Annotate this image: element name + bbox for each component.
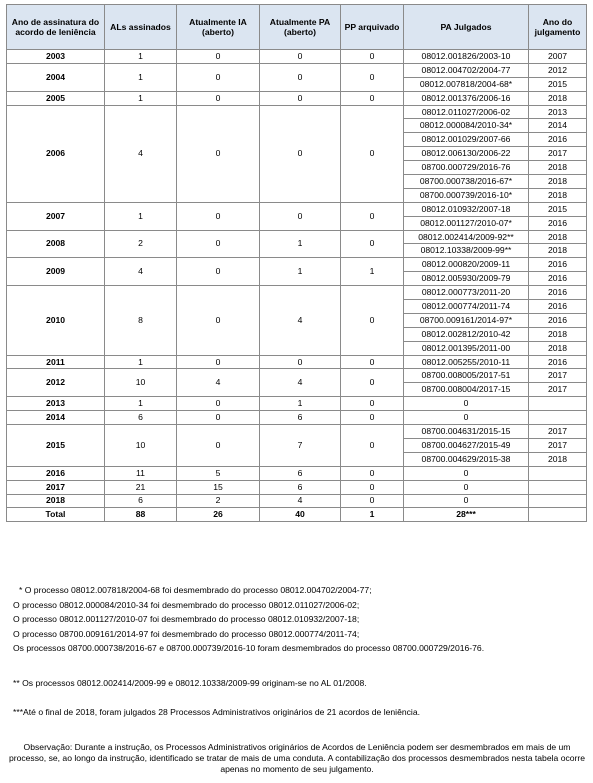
als-cell: 2: [105, 230, 177, 258]
pa-julgado-cell: 0: [404, 411, 529, 425]
ia-cell: 0: [177, 355, 260, 369]
pp-cell: 0: [341, 411, 404, 425]
ano-julgamento-cell: 2014: [529, 119, 587, 133]
pa-julgado-cell: 08012.006130/2006-22: [404, 147, 529, 161]
total-pa-julgados: 28***: [404, 508, 529, 522]
pa-julgado-cell: 08012.005255/2010-11: [404, 355, 529, 369]
ano-julgamento-cell: 2012: [529, 63, 587, 77]
note-double-star: [0, 676, 593, 691]
year-cell: 2008: [7, 230, 105, 258]
pa-open-cell: 0: [260, 63, 341, 91]
table-row: [7, 480, 587, 494]
total-als: 88: [105, 508, 177, 522]
pa-julgado-cell: 08700.000739/2016-10*: [404, 188, 529, 202]
ano-julgamento-cell: 2018: [529, 188, 587, 202]
year-cell: 2004: [7, 63, 105, 91]
note-star-line: Os processos 08700.000738/2016-67 e 08700.000739/2016-10 foram desmembrados do processo 08700.000729/2016-76.: [13, 643, 485, 654]
ia-cell: 0: [177, 202, 260, 230]
ia-cell: 4: [177, 369, 260, 397]
ano-julgamento-cell: 2018: [529, 91, 587, 105]
total-label: Total: [7, 508, 105, 522]
table-row: [7, 397, 587, 411]
als-cell: 1: [105, 202, 177, 230]
als-cell: 1: [105, 397, 177, 411]
total-row: [7, 508, 587, 522]
pa-julgado-cell: 08012.001029/2007-66: [404, 133, 529, 147]
table-row: [7, 91, 587, 105]
observacao-paragraph: Observação: Durante a instrução, os Processos Administrativos originários de Acordos de Leniência podem ser desmembrados em mais de um processo, se, ao longo da instrução, identificado se tratar de mais de uma conduta. A contabilização dos processos desmembrados nesta tabela ocorre apenas no momento de seu julgamento.: [8, 742, 586, 775]
total-pa: 40: [260, 508, 341, 522]
pp-cell: 0: [341, 397, 404, 411]
ia-cell: 0: [177, 425, 260, 467]
pa-open-cell: 4: [260, 494, 341, 508]
ia-cell: 0: [177, 63, 260, 91]
pp-cell: 0: [341, 355, 404, 369]
ia-cell: 0: [177, 397, 260, 411]
pa-julgado-cell: 08700.004627/2015-49: [404, 438, 529, 452]
pa-open-cell: 0: [260, 355, 341, 369]
ano-julgamento-cell: 2018: [529, 327, 587, 341]
pa-open-cell: 0: [260, 50, 341, 64]
ano-julgamento-cell: 2016: [529, 286, 587, 300]
pa-julgado-cell: 08012.10338/2009-99**: [404, 244, 529, 258]
pa-open-cell: 0: [260, 202, 341, 230]
ano-julgamento-cell: 2018: [529, 175, 587, 189]
header-ano-assinatura: Ano de assinatura do acordo de leniência: [7, 5, 105, 50]
ano-julgamento-cell: 2016: [529, 133, 587, 147]
pa-julgado-cell: 08012.000820/2009-11: [404, 258, 529, 272]
table-row: [7, 286, 587, 300]
note-star-line: O processo 08700.009161/2014-97 foi desmembrado do processo 08012.000774/2011-74;: [13, 628, 360, 639]
pp-cell: 0: [341, 50, 404, 64]
pa-julgado-cell: 08012.000773/2011-20: [404, 286, 529, 300]
ano-julgamento-cell: 2018: [529, 230, 587, 244]
header-atualmente-ia: Atualmente IA (aberto): [177, 5, 260, 50]
ano-julgamento-cell: 2015: [529, 77, 587, 91]
pa-julgado-cell: 08012.005930/2009-79: [404, 272, 529, 286]
ano-julgamento-cell: 2017: [529, 383, 587, 397]
header-pp-arquivado: PP arquivado: [341, 5, 404, 50]
pa-julgado-cell: 0: [404, 397, 529, 411]
pa-open-cell: 0: [260, 105, 341, 202]
ia-cell: 0: [177, 230, 260, 258]
ano-julgamento-cell: [529, 466, 587, 480]
ano-julgamento-cell: 2016: [529, 313, 587, 327]
year-cell: 2010: [7, 286, 105, 355]
ia-cell: 0: [177, 105, 260, 202]
pa-open-cell: 4: [260, 286, 341, 355]
pa-julgado-cell: 0: [404, 494, 529, 508]
year-cell: 2003: [7, 50, 105, 64]
pp-cell: 1: [341, 258, 404, 286]
als-cell: 1: [105, 355, 177, 369]
ano-julgamento-cell: 2018: [529, 244, 587, 258]
ano-julgamento-cell: 2017: [529, 425, 587, 439]
pa-julgado-cell: 08700.000729/2016-76: [404, 161, 529, 175]
pa-open-cell: 6: [260, 466, 341, 480]
table-row: [7, 494, 587, 508]
ia-cell: 0: [177, 286, 260, 355]
ia-cell: 5: [177, 466, 260, 480]
pa-julgado-cell: 08012.007818/2004-68*: [404, 77, 529, 91]
pa-julgado-cell: 08012.004702/2004-77: [404, 63, 529, 77]
pa-julgado-cell: 0: [404, 466, 529, 480]
table-header-row: [7, 5, 587, 50]
year-cell: 2007: [7, 202, 105, 230]
pa-julgado-cell: 08012.011027/2006-02: [404, 105, 529, 119]
year-cell: 2006: [7, 105, 105, 202]
table-row: [7, 105, 587, 119]
table-row: [7, 230, 587, 244]
pp-cell: 0: [341, 91, 404, 105]
ia-cell: 0: [177, 258, 260, 286]
pa-julgado-cell: 08700.000738/2016-67*: [404, 175, 529, 189]
table-row: [7, 50, 587, 64]
pa-julgado-cell: 08012.001376/2006-16: [404, 91, 529, 105]
pa-julgado-cell: 08012.001826/2003-10: [404, 50, 529, 64]
ano-julgamento-cell: 2017: [529, 147, 587, 161]
header-pa-julgados: PA Julgados: [404, 5, 529, 50]
pa-open-cell: 0: [260, 91, 341, 105]
header-als-assinados: ALs assinados: [105, 5, 177, 50]
pa-open-cell: 1: [260, 230, 341, 258]
ano-julgamento-cell: 2016: [529, 258, 587, 272]
ano-julgamento-cell: [529, 480, 587, 494]
als-cell: 1: [105, 63, 177, 91]
note-star-line: * O processo 08012.007818/2004-68 foi desmembrado do processo 08012.004702/2004-77;: [19, 585, 372, 595]
pp-cell: 0: [341, 369, 404, 397]
als-cell: 8: [105, 286, 177, 355]
table-body: [7, 50, 587, 522]
ano-julgamento-cell: [529, 397, 587, 411]
table-row: [7, 466, 587, 480]
year-cell: 2015: [7, 425, 105, 467]
total-pp: 1: [341, 508, 404, 522]
pa-julgado-cell: 08012.002414/2009-92**: [404, 230, 529, 244]
als-cell: 6: [105, 411, 177, 425]
year-cell: 2016: [7, 466, 105, 480]
ano-julgamento-cell: 2016: [529, 216, 587, 230]
pp-cell: 0: [341, 466, 404, 480]
pa-julgado-cell: 08012.001127/2010-07*: [404, 216, 529, 230]
als-cell: 11: [105, 466, 177, 480]
leniency-table: [6, 4, 587, 522]
als-cell: 21: [105, 480, 177, 494]
year-cell: 2017: [7, 480, 105, 494]
als-cell: 4: [105, 105, 177, 202]
year-cell: 2012: [7, 369, 105, 397]
ia-cell: 0: [177, 50, 260, 64]
pa-julgado-cell: 08700.008004/2017-15: [404, 383, 529, 397]
pa-julgado-cell: 08700.008005/2017-51: [404, 369, 529, 383]
note-triple-star: [0, 705, 593, 720]
pa-julgado-cell: 0: [404, 480, 529, 494]
notes-star: [0, 583, 593, 656]
als-cell: 10: [105, 369, 177, 397]
pa-julgado-cell: 08700.004631/2015-15: [404, 425, 529, 439]
header-atualmente-pa: Atualmente PA (aberto): [260, 5, 341, 50]
year-cell: 2011: [7, 355, 105, 369]
pp-cell: 0: [341, 494, 404, 508]
pa-open-cell: 4: [260, 369, 341, 397]
pa-open-cell: 1: [260, 258, 341, 286]
als-cell: 1: [105, 91, 177, 105]
als-cell: 1: [105, 50, 177, 64]
ano-julgamento-cell: 2018: [529, 452, 587, 466]
als-cell: 6: [105, 494, 177, 508]
ano-julgamento-cell: 2018: [529, 161, 587, 175]
pp-cell: 0: [341, 230, 404, 258]
table-row: [7, 202, 587, 216]
year-cell: 2014: [7, 411, 105, 425]
table-row: [7, 63, 587, 77]
pa-julgado-cell: 08012.000084/2010-34*: [404, 119, 529, 133]
pp-cell: 0: [341, 105, 404, 202]
pp-cell: 0: [341, 480, 404, 494]
ano-julgamento-cell: [529, 494, 587, 508]
pp-cell: 0: [341, 63, 404, 91]
als-cell: 4: [105, 258, 177, 286]
ano-julgamento-cell: [529, 411, 587, 425]
pa-julgado-cell: 08012.010932/2007-18: [404, 202, 529, 216]
pa-open-cell: 6: [260, 411, 341, 425]
table-row: [7, 355, 587, 369]
table-row: [7, 369, 587, 383]
leniency-table-container: [6, 4, 586, 522]
table-row: [7, 411, 587, 425]
ia-cell: 2: [177, 494, 260, 508]
pa-julgado-cell: 08012.002812/2010-42: [404, 327, 529, 341]
note-star-line: O processo 08012.001127/2010-07 foi desmembrado do processo 08012.010932/2007-18;: [13, 614, 360, 625]
pp-cell: 0: [341, 425, 404, 467]
ia-cell: 0: [177, 91, 260, 105]
header-ano-julgamento: Ano do julgamento: [529, 5, 587, 50]
ano-julgamento-cell: 2016: [529, 355, 587, 369]
pp-cell: 0: [341, 202, 404, 230]
note-star-line: O processo 08012.000084/2010-34 foi desmembrado do processo 08012.011027/2006-02;: [13, 599, 360, 610]
pa-open-cell: 1: [260, 397, 341, 411]
pa-open-cell: 7: [260, 425, 341, 467]
ano-julgamento-cell: 2018: [529, 341, 587, 355]
ano-julgamento-cell: 2007: [529, 50, 587, 64]
ano-julgamento-cell: 2017: [529, 438, 587, 452]
ia-cell: 15: [177, 480, 260, 494]
note-double-text: ** Os processos 08012.002414/2009-99 e 08012.10338/2009-99 originam-se no AL 01/2008.: [13, 678, 367, 688]
pa-julgado-cell: 08012.001395/2011-00: [404, 341, 529, 355]
ia-cell: 0: [177, 411, 260, 425]
total-ano: [529, 508, 587, 522]
year-cell: 2009: [7, 258, 105, 286]
pa-open-cell: 6: [260, 480, 341, 494]
ano-julgamento-cell: 2013: [529, 105, 587, 119]
year-cell: 2013: [7, 397, 105, 411]
als-cell: 10: [105, 425, 177, 467]
year-cell: 2005: [7, 91, 105, 105]
ano-julgamento-cell: 2016: [529, 300, 587, 314]
ano-julgamento-cell: 2015: [529, 202, 587, 216]
pa-julgado-cell: 08700.009161/2014-97*: [404, 313, 529, 327]
pp-cell: 0: [341, 286, 404, 355]
pa-julgado-cell: 08700.004629/2015-38: [404, 452, 529, 466]
table-row: [7, 258, 587, 272]
table-row: [7, 425, 587, 439]
ano-julgamento-cell: 2016: [529, 272, 587, 286]
note-triple-text: ***Até o final de 2018, foram julgados 28 Processos Administrativos originários de 21 acordos de leniência.: [13, 707, 421, 717]
total-ia: 26: [177, 508, 260, 522]
year-cell: 2018: [7, 494, 105, 508]
ano-julgamento-cell: 2017: [529, 369, 587, 383]
pa-julgado-cell: 08012.000774/2011-74: [404, 300, 529, 314]
